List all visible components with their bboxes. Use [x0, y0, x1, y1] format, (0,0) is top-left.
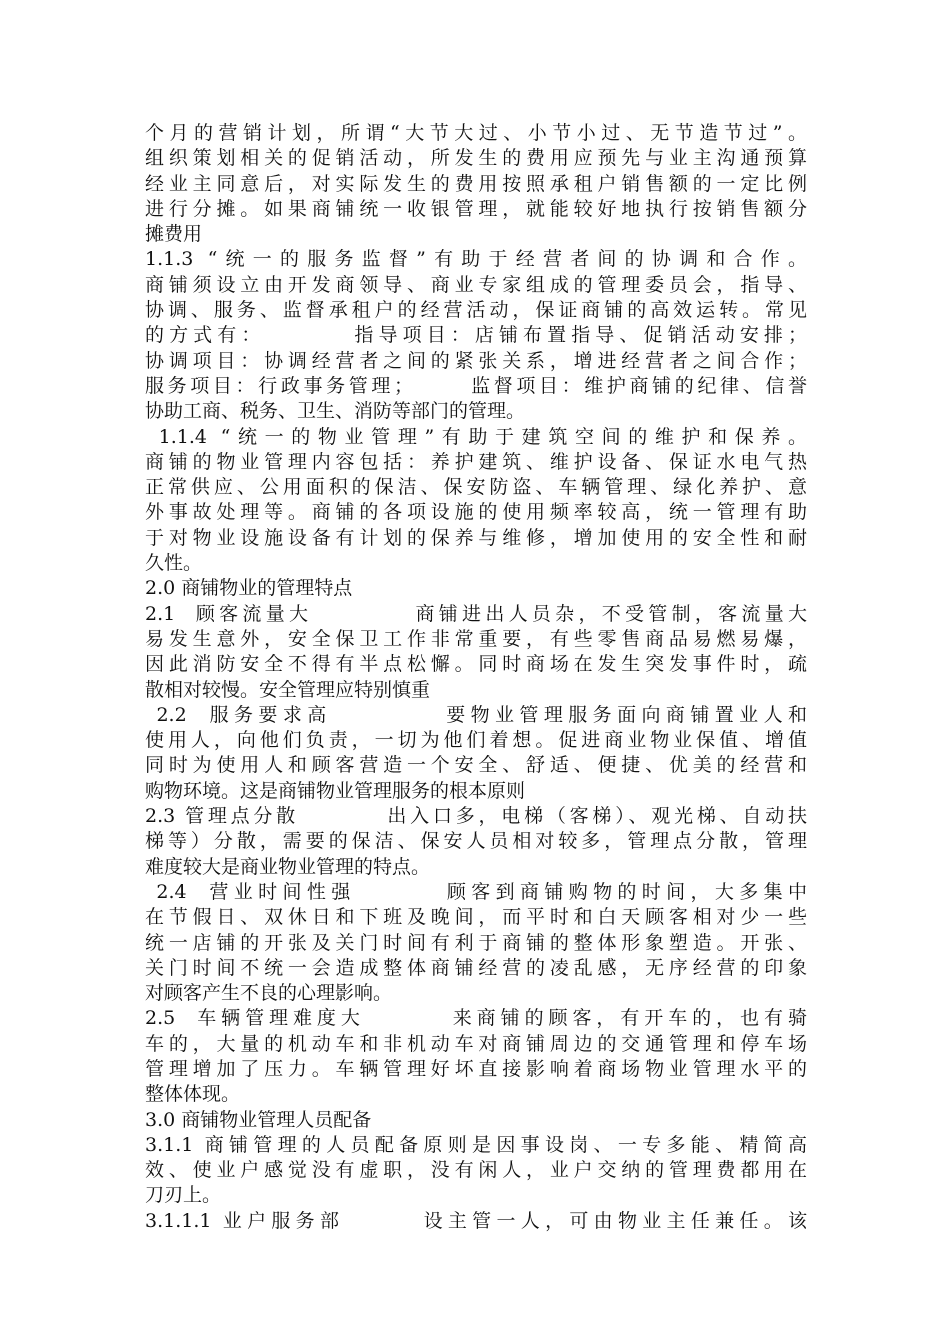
text-line: 易发生意外，安全保卫工作非常重要，有些零售商品易燃易爆，: [145, 627, 807, 650]
text-line: 购物环境。这是商铺物业管理服务的根本原则: [145, 779, 526, 802]
text-line: 2.4 营业时间性强 顾客到商铺购物的时间，大多集中: [145, 880, 807, 903]
text-line: 久性。: [145, 552, 203, 575]
text-line: 个月的营销计划，所谓“大节大过、小节小过、无节造节过”。: [145, 122, 807, 144]
text-line: 整体体现。: [145, 1083, 241, 1106]
text-line: 管理增加了压力。车辆管理好坏直接影响着商场物业管理水平的: [145, 1057, 807, 1080]
text-line: 进行分摊。如果商铺统一收银管理，就能较好地执行按销售额分: [145, 197, 807, 220]
text-line: 刀刃上。: [145, 1184, 222, 1207]
text-line: 于对物业设施设备有计划的保养与维修，增加使用的安全性和耐: [145, 526, 807, 549]
text-line: 外事故处理等。商铺的各项设施的使用频率较高，统一管理有助: [145, 501, 807, 524]
text-line: 协助工商、税务、卫生、消防等部门的管理。: [145, 400, 526, 423]
text-line: 1.1.4 “统一的物业管理”有助于建筑空间的维护和保养。: [145, 425, 807, 448]
text-line: 效、使业户感觉没有虚职，没有闲人，业户交纳的管理费都用在: [145, 1159, 807, 1182]
text-line: 商铺的物业管理内容包括：养护建筑、维护设备、保证水电气热: [145, 450, 807, 473]
text-line: 服务项目：行政事务管理； 监督项目：维护商铺的纪律、信誉: [145, 374, 807, 397]
text-line: 经业主同意后，对实际发生的费用按照承租户销售额的一定比例: [145, 172, 807, 195]
text-line: 统一店铺的开张及关门时间有利于商铺的整体形象塑造。开张、: [145, 931, 807, 954]
document-page: [145, 121, 807, 1234]
text-line: 组织策划相关的促销活动，所发生的费用应预先与业主沟通预算: [145, 147, 807, 170]
text-line: 3.1.1 商铺管理的人员配备原则是因事设岗、一专多能、精简高: [145, 1133, 807, 1156]
text-line: 2.1 顾客流量大 商铺进出人员杂，不受管制，客流量大: [145, 602, 807, 625]
text-line: 摊费用: [145, 223, 203, 246]
text-line: 协调项目：协调经营者之间的紧张关系，增进经营者之间合作；: [145, 349, 807, 372]
text-line: 3.0 商铺物业管理人员配备: [145, 1108, 372, 1131]
text-line: 对顾客产生不良的心理影响。: [145, 982, 393, 1005]
text-line: 在节假日、双休日和下班及晚间，而平时和白天顾客相对少一些: [145, 906, 807, 929]
text-line: 散相对较慢。安全管理应特别慎重: [145, 678, 431, 701]
text-line: 关门时间不统一会造成整体商铺经营的凌乱感，无序经营的印象: [145, 956, 807, 979]
text-line: 1.1.3 “统一的服务监督”有助于经营者间的协调和合作。: [145, 248, 807, 271]
text-line: 难度较大是商业物业管理的特点。: [145, 855, 431, 878]
text-line: 因此消防安全不得有半点松懈。同时商场在发生突发事件时，疏: [145, 653, 807, 676]
text-line: 梯等）分散，需要的保洁、保安人员相对较多，管理点分散，管理: [145, 830, 807, 853]
text-line: 2.2 服务要求高 要物业管理服务面向商铺置业人和: [145, 703, 807, 726]
text-line: 3.1.1.1 业户服务部 设主管一人，可由物业主任兼任。该: [145, 1209, 807, 1232]
text-line: 使用人，向他们负责，一切为他们着想。促进商业物业保值、增值: [145, 729, 807, 752]
text-line: 的方式有： 指导项目：店铺布置指导、促销活动安排；: [145, 324, 807, 347]
text-line: 协调、服务、监督承租户的经营活动，保证商铺的高效运转。常见: [145, 299, 807, 322]
text-line: 2.0 商铺物业的管理特点: [145, 577, 353, 600]
text-line: 正常供应、公用面积的保洁、保安防盗、车辆管理、绿化养护、意: [145, 476, 807, 499]
text-line: 2.3 管理点分散 出入口多，电梯（客梯）、观光梯、自动扶: [145, 805, 807, 828]
text-line: 商铺须设立由开发商领导、商业专家组成的管理委员会，指导、: [145, 273, 807, 296]
text-line: 同时为使用人和顾客营造一个安全、舒适、便捷、优美的经营和: [145, 754, 807, 777]
text-line: 车的，大量的机动车和非机动车对商铺周边的交通管理和停车场: [145, 1032, 807, 1055]
text-line: 2.5 车辆管理难度大 来商铺的顾客，有开车的，也有骑: [145, 1007, 807, 1030]
